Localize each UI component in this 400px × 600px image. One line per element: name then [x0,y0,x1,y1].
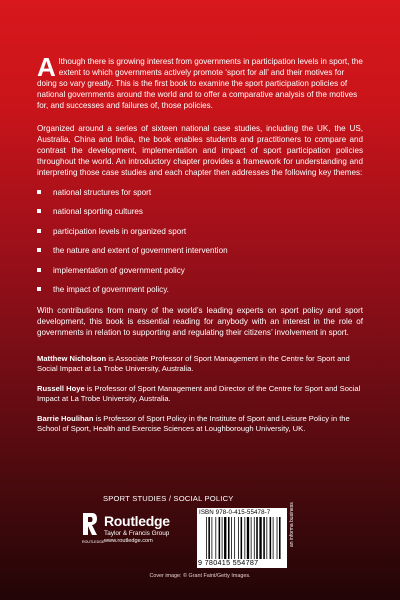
author-bios [37,354,363,434]
bullet-icon [37,248,41,252]
bullet-icon [37,229,41,233]
author-name: Matthew Nicholson [37,353,107,363]
theme-text: national sporting cultures [53,207,143,217]
barcode-box [197,508,287,568]
theme-text: implementation of government policy [53,265,185,275]
author-bio [37,354,363,375]
author-name: Barrie Houlihan [37,413,94,423]
bullet-icon [37,190,41,194]
logo-mark-text: ROUTLEDGE [82,540,105,544]
list-item [37,226,363,237]
description-paragraph: Organized around a series of sixteen national case studies, including the UK, the US, Australia, China and India, the book enables students and practitioners to compare and contrast the development, implementation and impact of sport participation policies throughout the world. An introductory chapter provides a framework for understanding and interpreting those case studies and each chapter then addresses the following key themes: [37,124,363,177]
author-bio-text: is Professor of Sport Management and Director of the Centre for Sport and Social Impact at La Trobe University, Australia. [37,383,361,404]
bullet-icon [37,268,41,272]
informa-tagline: an informa business [289,502,295,547]
bullet-icon [37,209,41,213]
author-bio [37,384,363,405]
author-bio [37,414,363,435]
list-item [37,284,363,295]
publisher-name: Routledge [104,513,170,529]
list-item [37,187,363,198]
barcode-digits: 9 780415 554787 [198,558,259,567]
publisher-logo [80,511,190,545]
author-name: Russell Hoye [37,383,85,393]
author-bio-text: is Associate Professor of Sport Management in the Centre for Sport and Social Impact at La Trobe University, Australia. [37,353,350,374]
key-themes-list [37,187,363,295]
list-item [37,206,363,217]
publisher-group: Taylor & Francis Group [104,530,170,537]
theme-text: participation levels in organized sport [53,226,187,236]
author-bio-text: is Professor of Sport Policy in the Institute of Sport and Leisure Policy in the School of Sport, Health and Exercise Sciences at Loughborough University, UK. [37,413,350,433]
theme-text: the nature and extent of government intervention [53,246,228,256]
isbn-label: ISBN 978-0-415-55478-7 [199,509,271,516]
list-item [37,265,363,276]
theme-text: national structures for sport [53,188,152,197]
cover-image-credit: Cover image: © Grant Faint/Getty Images. [149,573,251,579]
bullet-icon [37,287,41,291]
closing-paragraph: With contributions from many of the world’s leading experts on sport policy and sport development, this book is essential reading for anybody with an interest in the role of governments in relation to supporting and regulating their citizens’ involvement in sport. [37,305,363,337]
barcode-icon [205,517,283,559]
intro-text: lthough there is growing interest from governments in participation levels in sport, the extent to which governments actively promote ‘sport for all’ and their motives for doing so vary greatly. This is the first book to examine the sport participation policies of national governments around the world and to offer a comparative analysis of the motives for, and successes and failures of, those policies. [37,57,363,110]
list-item [37,245,363,256]
cover-text-block [37,52,363,443]
publisher-url: www.routledge.com [104,538,153,544]
routledge-logo-icon [80,511,105,545]
series-label: SPORT STUDIES / SOCIAL POLICY [103,494,234,503]
intro-paragraph [37,52,363,111]
theme-text: the impact of government policy. [53,284,169,294]
drop-cap: A [37,52,56,82]
